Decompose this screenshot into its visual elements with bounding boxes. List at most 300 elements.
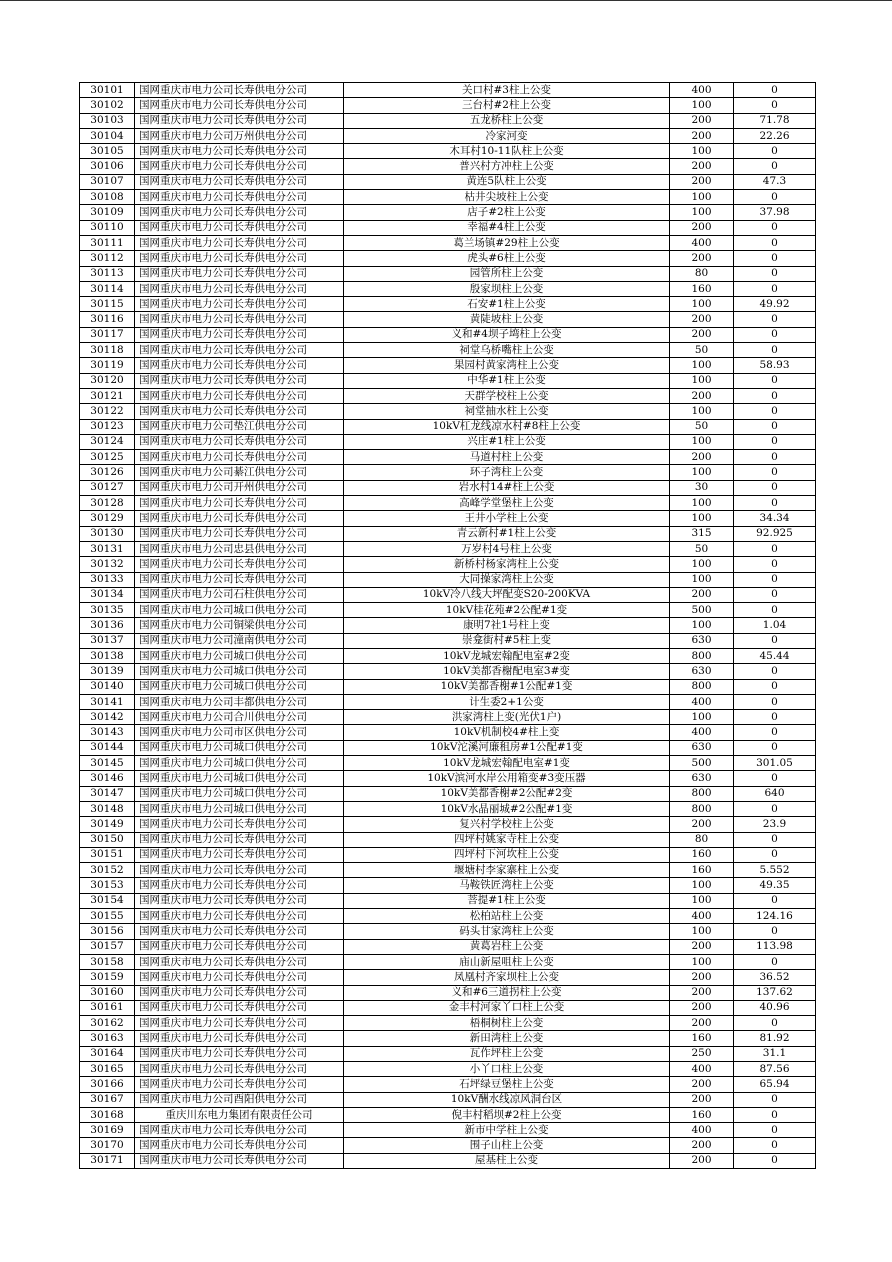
company-name: 国网重庆市电力公司长寿供电分公司 <box>135 939 344 954</box>
load-value: 0 <box>734 710 816 725</box>
capacity: 200 <box>670 174 734 189</box>
load-value: 45.44 <box>734 648 816 663</box>
row-id: 30117 <box>80 327 135 342</box>
transformer-name: 松柏站柱上公变 <box>344 909 670 924</box>
load-value: 0 <box>734 664 816 679</box>
transformer-name: 倪丰村稻坝#2柱上公变 <box>344 1107 670 1122</box>
table-row <box>80 404 816 419</box>
company-name: 国网重庆市电力公司石柱供电分公司 <box>135 587 344 602</box>
load-value: 0 <box>734 83 816 98</box>
transformer-name: 10kV水晶丽城#2公配#1变 <box>344 801 670 816</box>
company-name: 国网重庆市电力公司城口供电分公司 <box>135 664 344 679</box>
capacity: 160 <box>670 847 734 862</box>
capacity: 400 <box>670 1123 734 1138</box>
transformer-name: 复兴村学校柱上公变 <box>344 817 670 832</box>
capacity: 630 <box>670 633 734 648</box>
row-id: 30162 <box>80 1016 135 1031</box>
row-id: 30105 <box>80 144 135 159</box>
transformer-name: 庙山新屋咀柱上公变 <box>344 954 670 969</box>
company-name: 国网重庆市电力公司万州供电分公司 <box>135 128 344 143</box>
load-value: 58.93 <box>734 358 816 373</box>
table-row <box>80 144 816 159</box>
row-id: 30107 <box>80 174 135 189</box>
table-row <box>80 496 816 511</box>
capacity: 100 <box>670 572 734 587</box>
capacity: 400 <box>670 83 734 98</box>
row-id: 30161 <box>80 1000 135 1015</box>
transformer-name: 小丫口柱上公变 <box>344 1062 670 1077</box>
load-value: 0 <box>734 98 816 113</box>
capacity: 100 <box>670 297 734 312</box>
table-row <box>80 587 816 602</box>
load-value: 0 <box>734 740 816 755</box>
row-id: 30125 <box>80 450 135 465</box>
row-id: 30106 <box>80 159 135 174</box>
table-row <box>80 419 816 434</box>
company-name: 国网重庆市电力公司长寿供电分公司 <box>135 404 344 419</box>
row-id: 30104 <box>80 128 135 143</box>
load-value: 0 <box>734 404 816 419</box>
capacity: 200 <box>670 128 734 143</box>
capacity: 400 <box>670 235 734 250</box>
company-name: 国网重庆市电力公司长寿供电分公司 <box>135 327 344 342</box>
company-name: 国网重庆市电力公司长寿供电分公司 <box>135 297 344 312</box>
transformer-name: 黄葛岩柱上公变 <box>344 939 670 954</box>
load-value: 0 <box>734 190 816 205</box>
company-name: 国网重庆市电力公司丰都供电分公司 <box>135 694 344 709</box>
table-body <box>80 83 816 1169</box>
transformer-name: 高峰学堂堡柱上公变 <box>344 496 670 511</box>
load-value: 49.35 <box>734 878 816 893</box>
load-value: 0 <box>734 1138 816 1153</box>
transformer-name: 黄连5队柱上公变 <box>344 174 670 189</box>
transformer-name: 屋基柱上公变 <box>344 1153 670 1168</box>
load-value: 0 <box>734 557 816 572</box>
load-value: 0 <box>734 679 816 694</box>
transformer-name: 金丰村河家丫口柱上公变 <box>344 1000 670 1015</box>
load-value: 0 <box>734 235 816 250</box>
table-row <box>80 1123 816 1138</box>
load-value: 124.16 <box>734 909 816 924</box>
transformer-table <box>79 82 816 1169</box>
table-row <box>80 878 816 893</box>
row-id: 30145 <box>80 756 135 771</box>
transformer-name: 计生委2+1公变 <box>344 694 670 709</box>
transformer-name: 10kV杠龙线凉水村#8柱上公变 <box>344 419 670 434</box>
transformer-name: 马鞍铁匠湾柱上公变 <box>344 878 670 893</box>
load-value: 640 <box>734 786 816 801</box>
company-name: 国网重庆市电力公司长寿供电分公司 <box>135 1062 344 1077</box>
load-value: 0 <box>734 281 816 296</box>
row-id: 30139 <box>80 664 135 679</box>
table-row <box>80 98 816 113</box>
company-name: 国网重庆市电力公司长寿供电分公司 <box>135 83 344 98</box>
transformer-name: 10kV桂花苑#2公配#1变 <box>344 603 670 618</box>
company-name: 国网重庆市电力公司长寿供电分公司 <box>135 1138 344 1153</box>
transformer-name: 葛兰场镇#29柱上公变 <box>344 235 670 250</box>
company-name: 国网重庆市电力公司长寿供电分公司 <box>135 205 344 220</box>
table-row <box>80 1031 816 1046</box>
company-name: 国网重庆市电力公司铜梁供电分公司 <box>135 618 344 633</box>
capacity: 100 <box>670 358 734 373</box>
row-id: 30111 <box>80 235 135 250</box>
load-value: 0 <box>734 1107 816 1122</box>
transformer-name: 黄陡坡柱上公变 <box>344 312 670 327</box>
company-name: 国网重庆市电力公司长寿供电分公司 <box>135 985 344 1000</box>
transformer-name: 四坪村姚家寺柱上公变 <box>344 832 670 847</box>
transformer-name: 四坪村下河坎柱上公变 <box>344 847 670 862</box>
row-id: 30168 <box>80 1107 135 1122</box>
load-value: 137.62 <box>734 985 816 1000</box>
row-id: 30169 <box>80 1123 135 1138</box>
table-row <box>80 603 816 618</box>
capacity: 100 <box>670 190 734 205</box>
row-id: 30164 <box>80 1046 135 1061</box>
row-id: 30115 <box>80 297 135 312</box>
company-name: 国网重庆市电力公司长寿供电分公司 <box>135 1077 344 1092</box>
load-value: 71.78 <box>734 113 816 128</box>
table-row <box>80 159 816 174</box>
table-row <box>80 572 816 587</box>
company-name: 国网重庆市电力公司长寿供电分公司 <box>135 98 344 113</box>
transformer-name: 枯井尖坡柱上公变 <box>344 190 670 205</box>
load-value: 0 <box>734 893 816 908</box>
transformer-name: 康明7社1号柱上变 <box>344 618 670 633</box>
capacity: 200 <box>670 817 734 832</box>
capacity: 200 <box>670 985 734 1000</box>
row-id: 30114 <box>80 281 135 296</box>
table-row <box>80 817 816 832</box>
row-id: 30141 <box>80 694 135 709</box>
table-row <box>80 924 816 939</box>
capacity: 100 <box>670 144 734 159</box>
capacity: 630 <box>670 664 734 679</box>
table-row <box>80 190 816 205</box>
transformer-name: 园管所柱上公变 <box>344 266 670 281</box>
company-name: 国网重庆市电力公司长寿供电分公司 <box>135 847 344 862</box>
table-row <box>80 618 816 633</box>
table-row <box>80 725 816 740</box>
capacity: 200 <box>670 113 734 128</box>
table-row <box>80 985 816 1000</box>
transformer-name: 祠堂抽水柱上公变 <box>344 404 670 419</box>
row-id: 30110 <box>80 220 135 235</box>
table-row <box>80 893 816 908</box>
capacity: 200 <box>670 1138 734 1153</box>
transformer-name: 10kV冷八线大坪配变S20-200KVA <box>344 587 670 602</box>
transformer-name: 关口村#3柱上公变 <box>344 83 670 98</box>
transformer-name: 10kV沱溪河廉租房#1公配#1变 <box>344 740 670 755</box>
table-row <box>80 771 816 786</box>
table-row <box>80 297 816 312</box>
row-id: 30101 <box>80 83 135 98</box>
load-value: 0 <box>734 220 816 235</box>
load-value: 1.04 <box>734 618 816 633</box>
company-name: 国网重庆市电力公司城口供电分公司 <box>135 740 344 755</box>
transformer-name: 10kV美都香榭#2公配#2变 <box>344 786 670 801</box>
transformer-name: 马道村柱上公变 <box>344 450 670 465</box>
company-name: 国网重庆市电力公司长寿供电分公司 <box>135 1153 344 1168</box>
load-value: 0 <box>734 725 816 740</box>
row-id: 30166 <box>80 1077 135 1092</box>
load-value: 65.94 <box>734 1077 816 1092</box>
table-row <box>80 664 816 679</box>
table-row <box>80 434 816 449</box>
company-name: 国网重庆市电力公司长寿供电分公司 <box>135 511 344 526</box>
row-id: 30153 <box>80 878 135 893</box>
row-id: 30144 <box>80 740 135 755</box>
table-row <box>80 1092 816 1107</box>
company-name: 国网重庆市电力公司城口供电分公司 <box>135 603 344 618</box>
table-row <box>80 388 816 403</box>
table-row <box>80 358 816 373</box>
capacity: 80 <box>670 832 734 847</box>
company-name: 国网重庆市电力公司长寿供电分公司 <box>135 388 344 403</box>
company-name: 国网重庆市电力公司长寿供电分公司 <box>135 1031 344 1046</box>
company-name: 国网重庆市电力公司长寿供电分公司 <box>135 373 344 388</box>
table-row <box>80 541 816 556</box>
load-value: 0 <box>734 373 816 388</box>
company-name: 国网重庆市电力公司长寿供电分公司 <box>135 144 344 159</box>
company-name: 国网重庆市电力公司城口供电分公司 <box>135 786 344 801</box>
capacity: 30 <box>670 480 734 495</box>
row-id: 30109 <box>80 205 135 220</box>
transformer-name: 10kV龙城宏翰配电室#2变 <box>344 648 670 663</box>
company-name: 国网重庆市电力公司酉阳供电分公司 <box>135 1092 344 1107</box>
capacity: 200 <box>670 159 734 174</box>
transformer-name: 万岁村4号柱上公变 <box>344 541 670 556</box>
load-value: 0 <box>734 450 816 465</box>
company-name: 国网重庆市电力公司綦江供电分公司 <box>135 465 344 480</box>
capacity: 800 <box>670 786 734 801</box>
row-id: 30152 <box>80 863 135 878</box>
capacity: 200 <box>670 327 734 342</box>
table-row <box>80 648 816 663</box>
transformer-name: 10kV美都香榭#1公配#1变 <box>344 679 670 694</box>
load-value: 0 <box>734 832 816 847</box>
capacity: 200 <box>670 1077 734 1092</box>
capacity: 50 <box>670 343 734 358</box>
table-row <box>80 801 816 816</box>
row-id: 30123 <box>80 419 135 434</box>
capacity: 160 <box>670 281 734 296</box>
table-row <box>80 1107 816 1122</box>
load-value: 36.52 <box>734 970 816 985</box>
capacity: 800 <box>670 801 734 816</box>
company-name: 国网重庆市电力公司长寿供电分公司 <box>135 893 344 908</box>
row-id: 30146 <box>80 771 135 786</box>
row-id: 30135 <box>80 603 135 618</box>
capacity: 100 <box>670 496 734 511</box>
table-row <box>80 710 816 725</box>
transformer-name: 洪家湾柱上变(光伏1户) <box>344 710 670 725</box>
capacity: 100 <box>670 511 734 526</box>
row-id: 30148 <box>80 801 135 816</box>
row-id: 30103 <box>80 113 135 128</box>
load-value: 23.9 <box>734 817 816 832</box>
transformer-name: 梧桐树柱上公变 <box>344 1016 670 1031</box>
row-id: 30157 <box>80 939 135 954</box>
transformer-name: 瓦作坪柱上公变 <box>344 1046 670 1061</box>
table-row <box>80 174 816 189</box>
capacity: 160 <box>670 1031 734 1046</box>
table-row <box>80 1000 816 1015</box>
table-row <box>80 480 816 495</box>
load-value: 0 <box>734 144 816 159</box>
capacity: 160 <box>670 1107 734 1122</box>
load-value: 0 <box>734 587 816 602</box>
transformer-name: 10kV机制校4#柱上变 <box>344 725 670 740</box>
company-name: 国网重庆市电力公司长寿供电分公司 <box>135 1123 344 1138</box>
transformer-name: 果园村黄家湾柱上公变 <box>344 358 670 373</box>
table-row <box>80 128 816 143</box>
table-row <box>80 1046 816 1061</box>
company-name: 国网重庆市电力公司长寿供电分公司 <box>135 954 344 969</box>
company-name: 国网重庆市电力公司忠县供电分公司 <box>135 541 344 556</box>
table-row <box>80 832 816 847</box>
transformer-name: 岩水村14#柱上公变 <box>344 480 670 495</box>
transformer-name: 10kV酬水线凉风洞台区 <box>344 1092 670 1107</box>
table-row <box>80 1153 816 1168</box>
table-row <box>80 1016 816 1031</box>
transformer-name: 环子湾柱上公变 <box>344 465 670 480</box>
transformer-name: 崇龛街村#5柱上变 <box>344 633 670 648</box>
capacity: 100 <box>670 878 734 893</box>
capacity: 200 <box>670 1153 734 1168</box>
load-value: 0 <box>734 266 816 281</box>
load-value: 34.34 <box>734 511 816 526</box>
row-id: 30167 <box>80 1092 135 1107</box>
row-id: 30121 <box>80 388 135 403</box>
capacity: 200 <box>670 1000 734 1015</box>
capacity: 315 <box>670 526 734 541</box>
load-value: 0 <box>734 496 816 511</box>
transformer-name: 天群学校柱上公变 <box>344 388 670 403</box>
capacity: 100 <box>670 98 734 113</box>
load-value: 0 <box>734 1153 816 1168</box>
capacity: 250 <box>670 1046 734 1061</box>
company-name: 国网重庆市电力公司城口供电分公司 <box>135 771 344 786</box>
row-id: 30134 <box>80 587 135 602</box>
company-name: 国网重庆市电力公司长寿供电分公司 <box>135 878 344 893</box>
table-row <box>80 220 816 235</box>
load-value: 81.92 <box>734 1031 816 1046</box>
row-id: 30127 <box>80 480 135 495</box>
company-name: 国网重庆市电力公司城口供电分公司 <box>135 679 344 694</box>
row-id: 30126 <box>80 465 135 480</box>
table-row <box>80 954 816 969</box>
company-name: 国网重庆市电力公司长寿供电分公司 <box>135 266 344 281</box>
table-row <box>80 909 816 924</box>
transformer-name: 冷家河变 <box>344 128 670 143</box>
table-row <box>80 312 816 327</box>
company-name: 国网重庆市电力公司长寿供电分公司 <box>135 174 344 189</box>
row-id: 30128 <box>80 496 135 511</box>
company-name: 国网重庆市电力公司长寿供电分公司 <box>135 1000 344 1015</box>
company-name: 国网重庆市电力公司长寿供电分公司 <box>135 572 344 587</box>
row-id: 30154 <box>80 893 135 908</box>
row-id: 30118 <box>80 343 135 358</box>
table-row <box>80 281 816 296</box>
transformer-name: 10kV滨河水岸公用箱变#3变压器 <box>344 771 670 786</box>
transformer-name: 菩提#1柱上公变 <box>344 893 670 908</box>
capacity: 100 <box>670 557 734 572</box>
row-id: 30151 <box>80 847 135 862</box>
capacity: 200 <box>670 251 734 266</box>
table-row <box>80 511 816 526</box>
load-value: 92.925 <box>734 526 816 541</box>
transformer-name: 王井小学柱上公变 <box>344 511 670 526</box>
company-name: 国网重庆市电力公司垫江供电分公司 <box>135 419 344 434</box>
company-name: 国网重庆市电力公司城口供电分公司 <box>135 801 344 816</box>
company-name: 国网重庆市电力公司长寿供电分公司 <box>135 557 344 572</box>
row-id: 30132 <box>80 557 135 572</box>
table-row <box>80 1138 816 1153</box>
row-id: 30171 <box>80 1153 135 1168</box>
row-id: 30170 <box>80 1138 135 1153</box>
company-name: 国网重庆市电力公司长寿供电分公司 <box>135 220 344 235</box>
transformer-name: 石坪绿豆堡柱上公变 <box>344 1077 670 1092</box>
load-value: 0 <box>734 434 816 449</box>
transformer-name: 青云新村#1柱上公变 <box>344 526 670 541</box>
load-value: 49.92 <box>734 297 816 312</box>
capacity: 400 <box>670 694 734 709</box>
capacity: 200 <box>670 388 734 403</box>
row-id: 30160 <box>80 985 135 1000</box>
table-row <box>80 113 816 128</box>
company-name: 国网重庆市电力公司开州供电分公司 <box>135 480 344 495</box>
load-value: 0 <box>734 1123 816 1138</box>
table-row <box>80 786 816 801</box>
capacity: 400 <box>670 1062 734 1077</box>
table-row <box>80 1062 816 1077</box>
company-name: 国网重庆市电力公司长寿供电分公司 <box>135 434 344 449</box>
transformer-name: 兴庄#1柱上公变 <box>344 434 670 449</box>
table-row <box>80 235 816 250</box>
capacity: 630 <box>670 771 734 786</box>
company-name: 国网重庆市电力公司长寿供电分公司 <box>135 863 344 878</box>
table-row <box>80 970 816 985</box>
table-row <box>80 847 816 862</box>
load-value: 0 <box>734 633 816 648</box>
row-id: 30116 <box>80 312 135 327</box>
row-id: 30136 <box>80 618 135 633</box>
row-id: 30119 <box>80 358 135 373</box>
company-name: 国网重庆市电力公司市区供电分公司 <box>135 725 344 740</box>
company-name: 国网重庆市电力公司长寿供电分公司 <box>135 832 344 847</box>
load-value: 37.98 <box>734 205 816 220</box>
company-name: 国网重庆市电力公司城口供电分公司 <box>135 756 344 771</box>
capacity: 500 <box>670 603 734 618</box>
capacity: 200 <box>670 1016 734 1031</box>
capacity: 800 <box>670 648 734 663</box>
row-id: 30156 <box>80 924 135 939</box>
transformer-name: 店子#2柱上公变 <box>344 205 670 220</box>
load-value: 87.56 <box>734 1062 816 1077</box>
load-value: 0 <box>734 954 816 969</box>
row-id: 30140 <box>80 679 135 694</box>
table-row <box>80 1077 816 1092</box>
load-value: 0 <box>734 343 816 358</box>
load-value: 113.98 <box>734 939 816 954</box>
load-value: 0 <box>734 847 816 862</box>
capacity: 400 <box>670 725 734 740</box>
row-id: 30163 <box>80 1031 135 1046</box>
row-id: 30102 <box>80 98 135 113</box>
capacity: 100 <box>670 404 734 419</box>
load-value: 47.3 <box>734 174 816 189</box>
transformer-name: 大同操家湾柱上公变 <box>344 572 670 587</box>
